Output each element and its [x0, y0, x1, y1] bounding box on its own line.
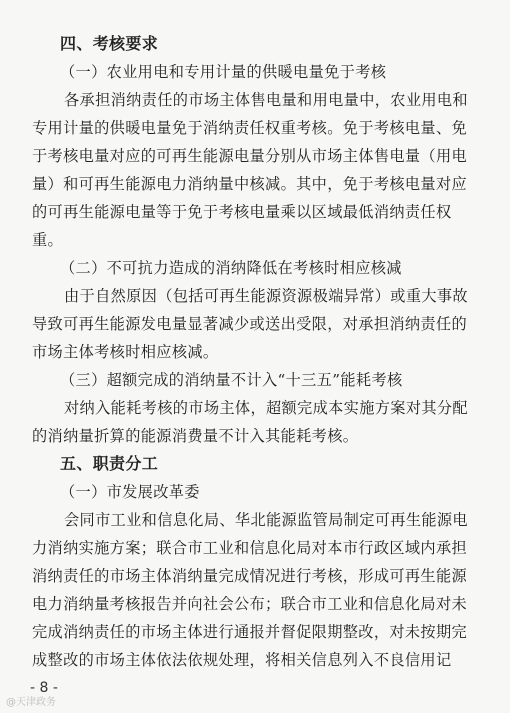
paragraph-line: 的可再生能源电量等于免于考核电量乘以区域最低消纳责任权 — [32, 203, 452, 221]
subsection-heading: （一）市发展改革委 — [60, 483, 200, 501]
paragraph-line: 于考核电量对应的可再生能源电量分别从市场主体售电量（用电 — [32, 147, 468, 165]
subsection-heading: （二）不可抗力造成的消纳降低在考核时相应核减 — [60, 259, 402, 277]
subsection-heading: （三）超额完成的消纳量不计入“十三五”能耗考核 — [60, 371, 403, 389]
paragraph-line: 导致可再生能源发电量显著减少或送出受限，对承担消纳责任的 — [32, 315, 468, 333]
paragraph-line: 市场主体考核时相应核减。 — [32, 343, 219, 361]
paragraph-line: 的消纳量折算的能源消费量不计入其能耗考核。 — [32, 427, 359, 445]
paragraph-line: 由于自然原因（包括可再生能源资源极端异常）或重大事故 — [64, 287, 468, 305]
paragraph-line: 会同市工业和信息化局、华北能源监管局制定可再生能源电 — [64, 511, 468, 529]
paragraph-line: 力消纳实施方案；联合市工业和信息化局对本市行政区域内承担 — [32, 539, 468, 557]
paragraph-line: 专用计量的供暖电量免于消纳责任权重考核。免于考核电量、免 — [32, 119, 468, 137]
section-heading: 五、职责分工 — [60, 454, 159, 473]
paragraph-line: 重。 — [32, 231, 64, 249]
paragraph-line: 电力消纳量考核报告并向社会公布；联合市工业和信息化局对未 — [32, 595, 468, 613]
watermark: @天津政务 — [6, 697, 56, 708]
document-body — [32, 30, 478, 674]
subsection-heading: （一）农业用电和专用计量的供暖电量免于考核 — [60, 63, 387, 81]
paragraph-line: 对纳入能耗考核的市场主体，超额完成本实施方案对其分配 — [64, 399, 468, 417]
paragraph-line: 各承担消纳责任的市场主体售电量和用电量中，农业用电和 — [64, 91, 468, 109]
paragraph-line: 消纳责任的市场主体消纳量完成情况进行考核，形成可再生能源 — [32, 567, 468, 585]
section-heading: 四、考核要求 — [60, 34, 159, 53]
paragraph-line: 完成消纳责任的市场主体进行通报并督促限期整改，对未按期完 — [32, 623, 468, 641]
page-number: - 8 - — [30, 680, 58, 696]
paragraph-line: 量）和可再生能源电力消纳量中核减。其中，免于考核电量对应 — [32, 175, 468, 193]
paragraph-line: 成整改的市场主体依法依规处理，将相关信息列入不良信用记 — [32, 651, 452, 669]
